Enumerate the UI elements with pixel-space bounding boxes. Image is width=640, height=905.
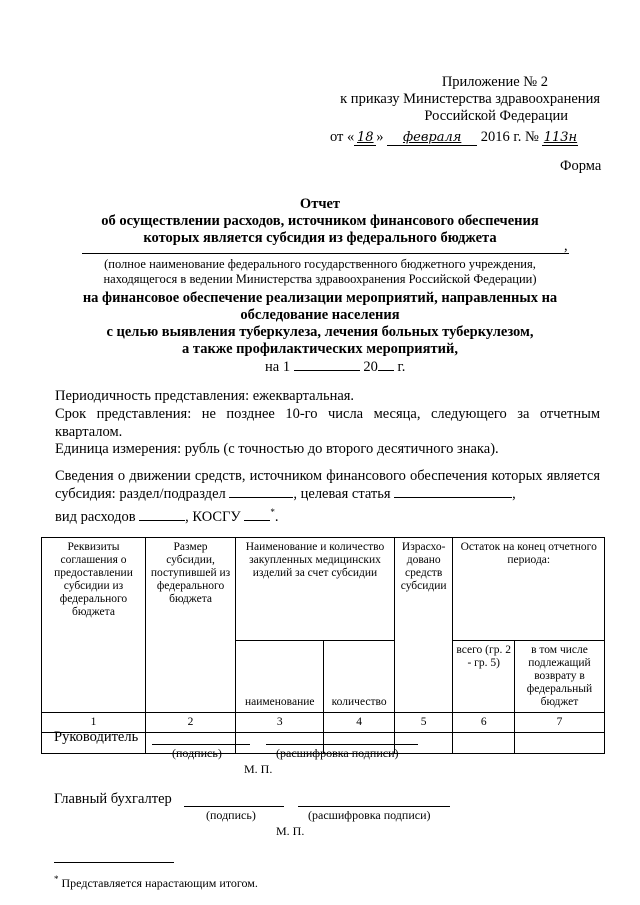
report-subtitle-2: которых является субсидия из федерального бюджета [143, 230, 497, 246]
annex-order: к приказу Министерства здравоохранения [340, 91, 600, 107]
movement-text-5: , КОСГУ [185, 508, 241, 525]
chief-stamp: М. П. [276, 824, 305, 838]
annex-title: Приложение № 2 [441, 74, 548, 90]
form-label: Форма [560, 158, 602, 174]
date-year: 2016 г. № [480, 129, 539, 145]
movement-text-2: , целевая статья [293, 486, 391, 502]
kosgu-field[interactable] [244, 508, 270, 521]
col-header-agreement: Реквизиты соглашения о предоставлении субсидии из федерального бюджета [42, 538, 146, 713]
col-header-spent: Израсхо-довано средств субсидии [394, 538, 453, 713]
footnote-text: Представляется нарастающим итогом. [61, 876, 258, 890]
report-title: Отчет [299, 196, 341, 212]
col-header-quantity: количество [324, 641, 394, 713]
col-num: 7 [514, 713, 604, 733]
report-date-year-field[interactable] [378, 358, 394, 371]
report-date-prefix: на 1 [265, 359, 291, 375]
institution-note-2: находящегося в ведении Министерства здравоохранения Российской Федерации) [103, 272, 537, 286]
table-cell[interactable] [453, 733, 514, 754]
chief-sign-caption: (подпись) [206, 808, 256, 822]
periodicity-text: Периодичность представления: ежеквартальная. [55, 388, 355, 404]
col-num: 6 [453, 713, 514, 733]
footnote-ref: * [270, 507, 275, 517]
purpose-line-2: обследование населения [240, 307, 400, 323]
movement-text-3: , [512, 486, 516, 502]
unit-text: Единица измерения: рубль (с точностью до второго десятичного знака). [55, 441, 499, 457]
col-header-item-name: наименование [236, 641, 324, 713]
order-number: 113н [543, 130, 578, 145]
movement-text-4: вид расходов [55, 508, 136, 525]
institution-fill-line[interactable] [82, 239, 569, 254]
movement-paragraph [55, 467, 600, 526]
col-header-balance-total: всего (гр. 2 - гр. 5) [453, 641, 514, 713]
footnote [54, 874, 258, 891]
footnote-rule [54, 862, 174, 863]
col-num: 2 [145, 713, 235, 733]
annex-date-line [330, 129, 578, 146]
report-table [41, 537, 605, 754]
deadline-text: Срок представления: не позднее 10-го числа месяца, следующего за отчетным кварталом. [55, 406, 600, 440]
head-decode-line[interactable] [266, 743, 418, 745]
purpose-line-1: на финансовое обеспечение реализации мероприятий, направленных на [82, 290, 558, 306]
head-sign-caption: (подпись) [172, 746, 222, 760]
head-label: Руководитель [54, 729, 139, 745]
chief-decode-caption: (расшифровка подписи) [308, 808, 431, 822]
col-num: 5 [394, 713, 453, 733]
purpose-line-4: а также профилактических мероприятий, [182, 341, 458, 357]
col-num: 1 [42, 713, 146, 733]
head-stamp: М. П. [244, 762, 273, 776]
report-date-century: 20 [363, 359, 378, 375]
head-decode-caption: (расшифровка подписи) [276, 746, 399, 760]
annex-ministry: Российской Федерации [424, 108, 568, 124]
head-signature-line[interactable] [152, 743, 250, 745]
annex-block [300, 74, 600, 125]
date-day: 18 [354, 130, 376, 146]
expense-type-field[interactable] [139, 508, 185, 521]
table-cell[interactable] [514, 733, 604, 754]
col-num: 3 [236, 713, 324, 733]
col-header-purchases: Наименование и количество закупленных медицинских изделий за счет субсидии [236, 538, 395, 641]
section-field[interactable] [229, 485, 293, 498]
institution-note-1: (полное наименование федерального государственного бюджетного учреждения, [104, 257, 536, 271]
report-date-suffix: г. [397, 359, 406, 375]
purpose-line-3: с целью выявления туберкулеза, лечения больных туберкулезом, [106, 324, 534, 340]
col-header-balance: Остаток на конец отчетного периода: [453, 538, 605, 641]
movement-text-7: . [274, 508, 279, 525]
chief-decode-line[interactable] [298, 805, 450, 807]
date-quote: » [376, 129, 384, 145]
fill-comma: , [564, 238, 568, 254]
col-num: 4 [324, 713, 394, 733]
report-date-line [265, 358, 405, 376]
date-prefix: от « [330, 129, 355, 145]
target-article-field[interactable] [394, 485, 512, 498]
col-header-balance-return: в том числе подлежащий возврату в федеральный бюджет [514, 641, 604, 713]
movement-text-1: Сведения о движении средств, источником финансового обеспечения которых является субсидия: раздел/подраздел [55, 468, 600, 502]
report-date-month-field[interactable] [294, 358, 360, 371]
footnote-mark: * [54, 874, 59, 884]
chief-signature-line[interactable] [184, 805, 284, 807]
report-subtitle-1: об осуществлении расходов, источником финансового обеспечения [101, 213, 539, 229]
col-header-subsidy-size: Размер субсидии, поступившей из федерального бюджета [145, 538, 235, 713]
chief-accountant-label: Главный бухгалтер [54, 791, 172, 807]
date-month: февраля [387, 130, 477, 146]
